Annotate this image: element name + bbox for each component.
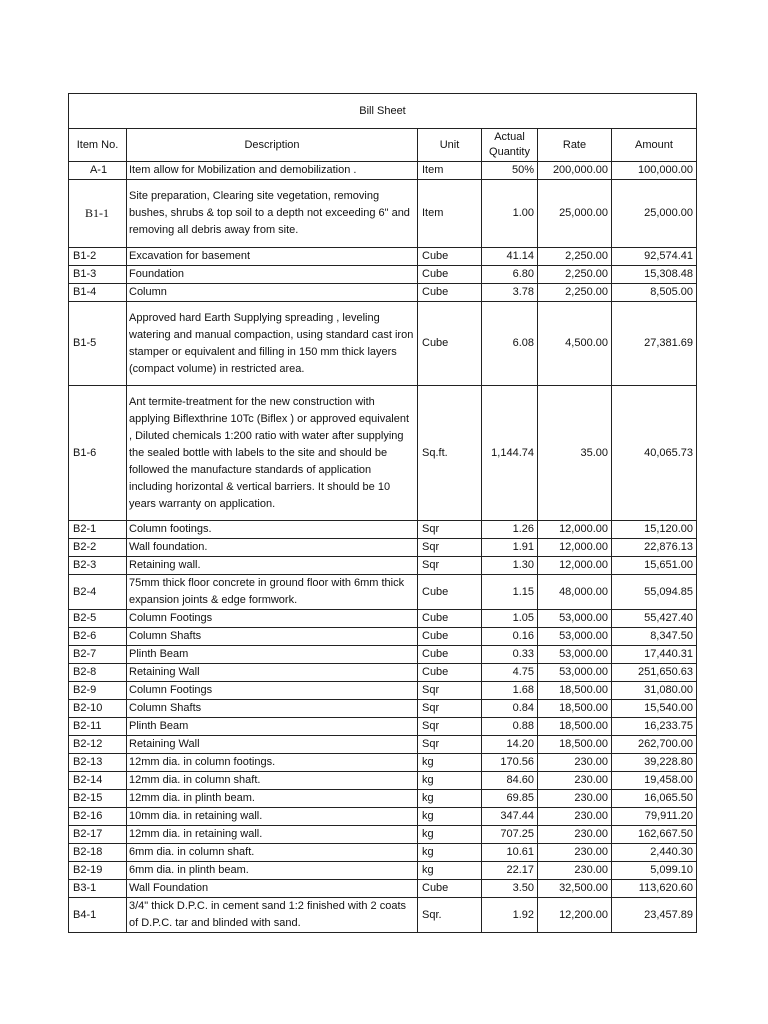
rate-cell: 230.00 [538, 754, 612, 772]
unit-cell: kg [418, 772, 482, 790]
sheet-body [69, 162, 697, 933]
item-no-cell: B2-2 [69, 539, 127, 557]
rate-cell: 53,000.00 [538, 664, 612, 682]
table-row [69, 862, 697, 880]
quantity-cell: 1.15 [482, 575, 538, 610]
rate-cell: 32,500.00 [538, 880, 612, 898]
unit-cell: Sqr [418, 736, 482, 754]
rate-cell: 12,000.00 [538, 539, 612, 557]
item-no-cell: B2-6 [69, 628, 127, 646]
amount-cell: 16,233.75 [612, 718, 697, 736]
item-no-cell: B3-1 [69, 880, 127, 898]
table-row [69, 557, 697, 575]
description-cell: Column Footings [127, 610, 418, 628]
unit-cell: Cube [418, 284, 482, 302]
quantity-cell: 0.33 [482, 646, 538, 664]
table-row [69, 162, 697, 180]
item-no-cell: A-1 [69, 162, 127, 180]
quantity-cell: 1.30 [482, 557, 538, 575]
item-no-cell: B1-3 [69, 266, 127, 284]
rate-cell: 18,500.00 [538, 682, 612, 700]
header-rate: Rate [538, 129, 612, 162]
amount-cell: 8,505.00 [612, 284, 697, 302]
quantity-cell: 41.14 [482, 248, 538, 266]
rate-cell: 2,250.00 [538, 248, 612, 266]
amount-cell: 15,651.00 [612, 557, 697, 575]
quantity-cell: 0.16 [482, 628, 538, 646]
item-no-cell: B2-14 [69, 772, 127, 790]
unit-cell: kg [418, 826, 482, 844]
table-row [69, 284, 697, 302]
table-row [69, 610, 697, 628]
amount-cell: 15,540.00 [612, 700, 697, 718]
quantity-cell: 1.68 [482, 682, 538, 700]
header-unit: Unit [418, 129, 482, 162]
item-no-cell: B4-1 [69, 898, 127, 933]
unit-cell: kg [418, 790, 482, 808]
description-cell: Site preparation, Clearing site vegetation, removing bushes, shrubs & top soil to a depth not exceeding 6" and removing all debris away from site. [127, 180, 418, 248]
unit-cell: Cube [418, 610, 482, 628]
unit-cell: Cube [418, 302, 482, 386]
header-item-no: Item No. [69, 129, 127, 162]
quantity-cell: 1.26 [482, 521, 538, 539]
table-row [69, 700, 697, 718]
header-description: Description [127, 129, 418, 162]
item-no-cell: B2-3 [69, 557, 127, 575]
quantity-cell: 1.91 [482, 539, 538, 557]
quantity-cell: 170.56 [482, 754, 538, 772]
header-amount: Amount [612, 129, 697, 162]
item-no-cell: B2-13 [69, 754, 127, 772]
table-row [69, 386, 697, 521]
table-row [69, 880, 697, 898]
rate-cell: 230.00 [538, 862, 612, 880]
unit-cell: kg [418, 844, 482, 862]
quantity-cell: 22.17 [482, 862, 538, 880]
description-cell: Foundation [127, 266, 418, 284]
description-cell: Approved hard Earth Supplying spreading , leveling watering and manual compaction, using standard cast iron stamper or equivalent and filling in 150 mm thick layers (compact volume) in restricted area. [127, 302, 418, 386]
quantity-cell: 84.60 [482, 772, 538, 790]
table-row [69, 682, 697, 700]
amount-cell: 31,080.00 [612, 682, 697, 700]
unit-cell: Cube [418, 664, 482, 682]
unit-cell: Cube [418, 248, 482, 266]
amount-cell: 100,000.00 [612, 162, 697, 180]
table-row [69, 718, 697, 736]
table-row [69, 898, 697, 933]
amount-cell: 251,650.63 [612, 664, 697, 682]
amount-cell: 162,667.50 [612, 826, 697, 844]
amount-cell: 23,457.89 [612, 898, 697, 933]
item-no-cell: B1-6 [69, 386, 127, 521]
rate-cell: 25,000.00 [538, 180, 612, 248]
rate-cell: 53,000.00 [538, 628, 612, 646]
amount-cell: 15,120.00 [612, 521, 697, 539]
item-no-cell: B1-2 [69, 248, 127, 266]
amount-cell: 17,440.31 [612, 646, 697, 664]
unit-cell: Cube [418, 880, 482, 898]
description-cell: Retaining wall. [127, 557, 418, 575]
bill-sheet-table [68, 93, 697, 933]
quantity-cell: 1.92 [482, 898, 538, 933]
description-cell: Excavation for basement [127, 248, 418, 266]
table-row [69, 539, 697, 557]
description-cell: 6mm dia. in column shaft. [127, 844, 418, 862]
description-cell: Column Shafts [127, 628, 418, 646]
rate-cell: 18,500.00 [538, 736, 612, 754]
rate-cell: 230.00 [538, 808, 612, 826]
item-no-cell: B2-16 [69, 808, 127, 826]
table-row [69, 790, 697, 808]
rate-cell: 2,250.00 [538, 266, 612, 284]
unit-cell: kg [418, 862, 482, 880]
item-no-cell: B2-10 [69, 700, 127, 718]
item-no-cell: B2-7 [69, 646, 127, 664]
unit-cell: kg [418, 808, 482, 826]
amount-cell: 55,427.40 [612, 610, 697, 628]
table-row [69, 628, 697, 646]
quantity-cell: 1,144.74 [482, 386, 538, 521]
unit-cell: Cube [418, 646, 482, 664]
rate-cell: 230.00 [538, 826, 612, 844]
description-cell: Column footings. [127, 521, 418, 539]
quantity-cell: 3.78 [482, 284, 538, 302]
amount-cell: 40,065.73 [612, 386, 697, 521]
table-row [69, 844, 697, 862]
quantity-cell: 6.08 [482, 302, 538, 386]
table-row [69, 826, 697, 844]
unit-cell: Sqr [418, 539, 482, 557]
sheet-title: Bill Sheet [69, 94, 697, 129]
table-row [69, 266, 697, 284]
table-row [69, 248, 697, 266]
rate-cell: 230.00 [538, 790, 612, 808]
table-row [69, 754, 697, 772]
quantity-cell: 3.50 [482, 880, 538, 898]
rate-cell: 2,250.00 [538, 284, 612, 302]
header-actual-quantity: Actual Quantity [482, 129, 538, 162]
description-cell: 12mm dia. in retaining wall. [127, 826, 418, 844]
unit-cell: Cube [418, 628, 482, 646]
rate-cell: 12,200.00 [538, 898, 612, 933]
amount-cell: 79,911.20 [612, 808, 697, 826]
quantity-cell: 0.84 [482, 700, 538, 718]
rate-cell: 35.00 [538, 386, 612, 521]
rate-cell: 230.00 [538, 844, 612, 862]
amount-cell: 262,700.00 [612, 736, 697, 754]
amount-cell: 39,228.80 [612, 754, 697, 772]
table-row [69, 575, 697, 610]
item-no-cell: B1-5 [69, 302, 127, 386]
unit-cell: Sqr [418, 521, 482, 539]
rate-cell: 4,500.00 [538, 302, 612, 386]
item-no-cell: B1-1 [69, 180, 127, 248]
unit-cell: Sq.ft. [418, 386, 482, 521]
amount-cell: 27,381.69 [612, 302, 697, 386]
item-no-cell: B2-5 [69, 610, 127, 628]
description-cell: Item allow for Mobilization and demobilization . [127, 162, 418, 180]
description-cell: 6mm dia. in plinth beam. [127, 862, 418, 880]
item-no-cell: B2-1 [69, 521, 127, 539]
item-no-cell: B2-8 [69, 664, 127, 682]
unit-cell: Sqr [418, 718, 482, 736]
quantity-cell: 347.44 [482, 808, 538, 826]
amount-cell: 16,065.50 [612, 790, 697, 808]
description-cell: Wall foundation. [127, 539, 418, 557]
amount-cell: 15,308.48 [612, 266, 697, 284]
description-cell: Column [127, 284, 418, 302]
rate-cell: 230.00 [538, 772, 612, 790]
description-cell: Retaining Wall [127, 736, 418, 754]
description-cell: Column Footings [127, 682, 418, 700]
table-row [69, 772, 697, 790]
rate-cell: 200,000.00 [538, 162, 612, 180]
quantity-cell: 1.00 [482, 180, 538, 248]
rate-cell: 18,500.00 [538, 700, 612, 718]
table-row [69, 302, 697, 386]
unit-cell: Item [418, 162, 482, 180]
item-no-cell: B2-17 [69, 826, 127, 844]
amount-cell: 113,620.60 [612, 880, 697, 898]
quantity-cell: 0.88 [482, 718, 538, 736]
unit-cell: Sqr [418, 700, 482, 718]
description-cell: 12mm dia. in plinth beam. [127, 790, 418, 808]
quantity-cell: 6.80 [482, 266, 538, 284]
item-no-cell: B1-4 [69, 284, 127, 302]
unit-cell: Cube [418, 266, 482, 284]
description-cell: 3/4" thick D.P.C. in cement sand 1:2 finished with 2 coats of D.P.C. tar and blinded with sand. [127, 898, 418, 933]
rate-cell: 48,000.00 [538, 575, 612, 610]
description-cell: 12mm dia. in column shaft. [127, 772, 418, 790]
amount-cell: 19,458.00 [612, 772, 697, 790]
description-cell: Column Shafts [127, 700, 418, 718]
quantity-cell: 1.05 [482, 610, 538, 628]
amount-cell: 25,000.00 [612, 180, 697, 248]
table-row [69, 808, 697, 826]
item-no-cell: B2-12 [69, 736, 127, 754]
unit-cell: Sqr [418, 682, 482, 700]
amount-cell: 22,876.13 [612, 539, 697, 557]
description-cell: Wall Foundation [127, 880, 418, 898]
quantity-cell: 707.25 [482, 826, 538, 844]
description-cell: 10mm dia. in retaining wall. [127, 808, 418, 826]
rate-cell: 53,000.00 [538, 646, 612, 664]
item-no-cell: B2-11 [69, 718, 127, 736]
unit-cell: Sqr. [418, 898, 482, 933]
item-no-cell: B2-15 [69, 790, 127, 808]
table-row [69, 736, 697, 754]
rate-cell: 53,000.00 [538, 610, 612, 628]
amount-cell: 8,347.50 [612, 628, 697, 646]
quantity-cell: 50% [482, 162, 538, 180]
table-row [69, 180, 697, 248]
quantity-cell: 10.61 [482, 844, 538, 862]
description-cell: 12mm dia. in column footings. [127, 754, 418, 772]
unit-cell: Sqr [418, 557, 482, 575]
amount-cell: 92,574.41 [612, 248, 697, 266]
rate-cell: 12,000.00 [538, 521, 612, 539]
item-no-cell: B2-9 [69, 682, 127, 700]
amount-cell: 2,440.30 [612, 844, 697, 862]
amount-cell: 55,094.85 [612, 575, 697, 610]
rate-cell: 18,500.00 [538, 718, 612, 736]
unit-cell: Item [418, 180, 482, 248]
quantity-cell: 14.20 [482, 736, 538, 754]
description-cell: Retaining Wall [127, 664, 418, 682]
table-row [69, 646, 697, 664]
unit-cell: kg [418, 754, 482, 772]
description-cell: 75mm thick floor concrete in ground floor with 6mm thick expansion joints & edge formwork. [127, 575, 418, 610]
description-cell: Ant termite-treatment for the new construction with applying Biflexthrine 10Tc (Biflex ) or approved equivalent , Diluted chemicals 1:200 ratio with water after supplying the sealed bottle with labels to the site and should be followed the manufacture standards of application including horizontal & vertical barriers. It should be 10 years warranty on application. [127, 386, 418, 521]
item-no-cell: B2-4 [69, 575, 127, 610]
rate-cell: 12,000.00 [538, 557, 612, 575]
quantity-cell: 4.75 [482, 664, 538, 682]
description-cell: Plinth Beam [127, 718, 418, 736]
unit-cell: Cube [418, 575, 482, 610]
table-row [69, 664, 697, 682]
item-no-cell: B2-19 [69, 862, 127, 880]
description-cell: Plinth Beam [127, 646, 418, 664]
table-row [69, 521, 697, 539]
quantity-cell: 69.85 [482, 790, 538, 808]
amount-cell: 5,099.10 [612, 862, 697, 880]
item-no-cell: B2-18 [69, 844, 127, 862]
